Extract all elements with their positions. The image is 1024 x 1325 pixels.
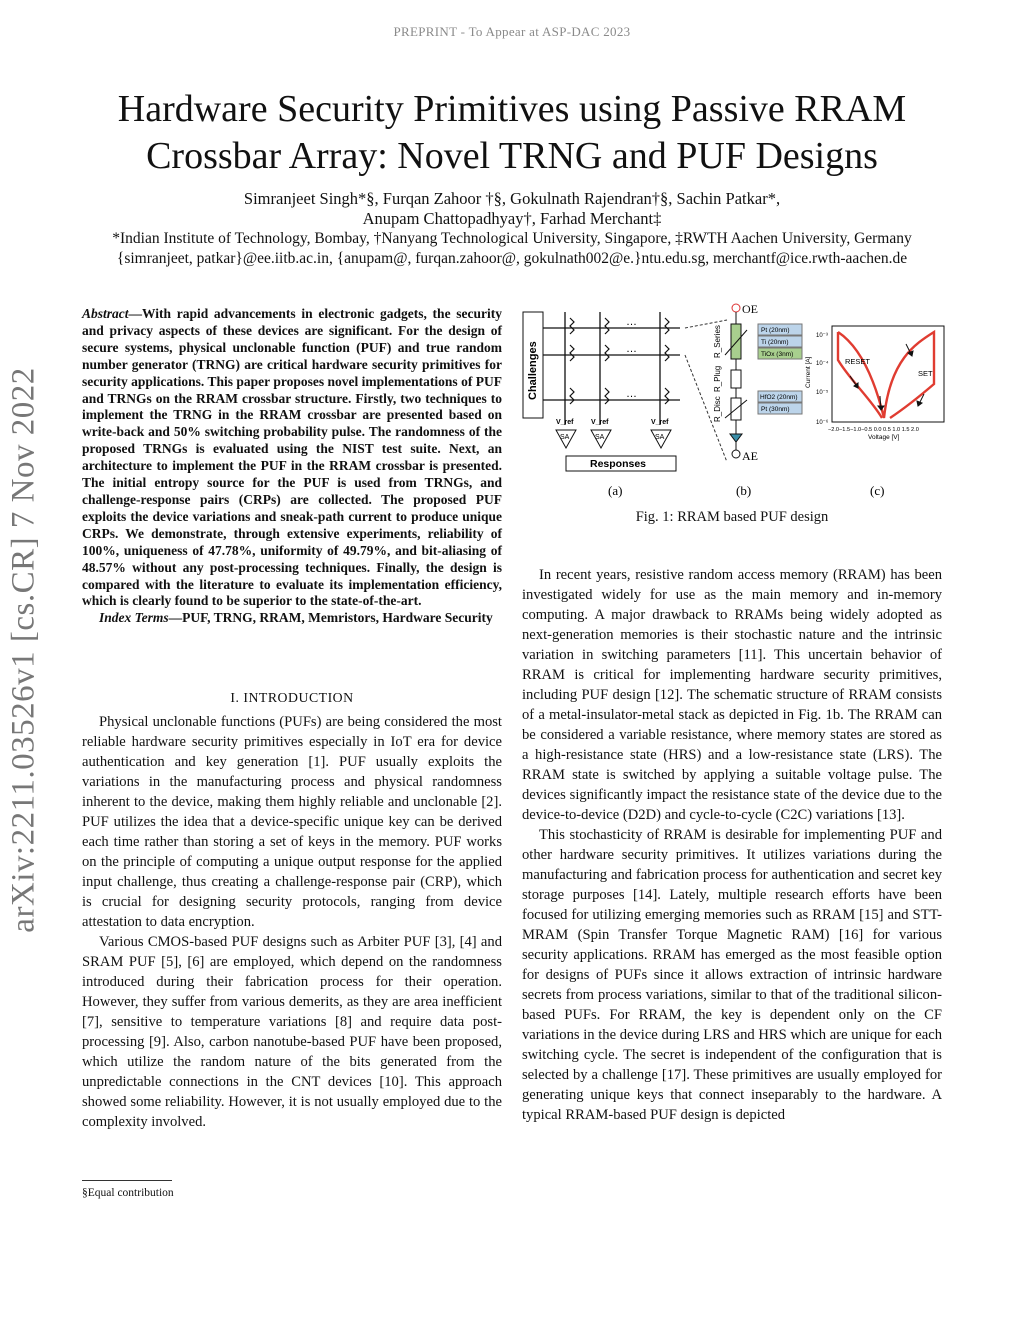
abstract-text: —With rapid advancements in electronic gadgets, the security and privacy aspects of these devices are significant. For the design of secure systems, physical unclonable function (PUF) and true random number generator (TRNG) are critical hardware security primitives for security applications. This paper proposes novel implementations of PUF and TRNGs on the RRAM crossbar structure. Firstly, two techniques to implement the TRNG in the RRAM crossbar are presented based on write-back and 50% switching probability pulse. The randomness of the proposed TRNGs is evaluated using the NIST test suite. Next, an architecture to implement the PUF in the RRAM crossbar is presented. The initial entropy source for the PUF is used from TRNGs, and challenge-response pairs (CRPs) are collected. The proposed PUF exploits the device variations and sneak-path current to produce unique CRPs. We demonstrate, through extensive experiments, reliability of 100%, uniqueness of 47.78%, uniformity of 49.79%, and bit-aliasing of 48.57% without any post-processing techniques. Finally, the design is compared with the literature to evaluate its implementation efficiency, which is clearly found to be superior to the state-of-the-art. [82, 306, 502, 609]
layer-stack [758, 324, 802, 414]
arxiv-identifier: arXiv:2211.03526v1 [cs.CR] 7 Nov 2022 [5, 367, 42, 933]
subfigure-a-label: (a) [608, 483, 623, 498]
paper-title [60, 86, 964, 180]
oe-label: OE [742, 302, 758, 316]
set-label: SET [918, 369, 933, 378]
sense-amplifiers [556, 430, 671, 448]
subfigure-b-label: (b) [736, 483, 752, 498]
r-series-label: R_Series [713, 325, 722, 358]
plot-ytick: 10⁻⁴ [816, 361, 829, 367]
paragraph: In recent years, resistive random access memory (RRAM) has been investigated widely for use as the main memory and in-memory computing. A major drawback to RRAMs being widely adopted as next-generation memories is their stochastic nature and the intrinsic variation in switching parameters [11]. This uncertain behavior of RRAM is critical for implementing hardware security primitives, including PUF design [12]. The schematic structure of RRAM consists of a metal-insulator-metal stack as depicted in Fig. 1b. The RRAM can be considered a variable resistance, where memory states are stored as a high-resistance state (HRS) and a low-resistance state (LRS). The RRAM state is switched by applying a suitable voltage pulse. The devices significantly impact the resistance state of the device due to the device-to-device (D2D) and cycle-to-cycle (C2C) variations [13]. [522, 567, 942, 823]
layer-label: HfO2 (20nm) [760, 394, 798, 401]
oe-terminal [732, 304, 740, 312]
preprint-header: PREPRINT - To Appear at ASP-DAC 2023 [393, 24, 631, 39]
figure-caption: Fig. 1: RRAM based PUF design [635, 509, 829, 525]
layer-label: Ti (20nm) [761, 339, 789, 346]
arxiv-sidebar [0, 350, 54, 950]
crossbar-grid [543, 312, 680, 425]
author-list [60, 189, 964, 229]
layer-label: TiOx (3nm) [761, 351, 794, 358]
ellipsis-top: … [626, 316, 637, 328]
plot-ytick: 10⁻⁵ [816, 390, 829, 396]
sa-label: SA [655, 434, 665, 441]
affiliations [40, 229, 984, 269]
authors-line-1: Simranjeet Singh*§, Furqan Zahoor †§, Gokulnath Rajendran†§, Sachin Patkar*, [243, 189, 781, 208]
title-line-2: Crossbar Array: Novel TRNG and PUF Designs [146, 135, 878, 177]
authors-line-2: Anupam Chattopadhyay†, Farhad Merchant‡ [362, 209, 662, 228]
plot-xticks: −2.0−1.5−1.0−0.5 0.0 0.5 1.0 1.5 2.0 [828, 427, 919, 433]
affiliation-line: *Indian Institute of Technology, Bombay, †Nanyang Technological University, Singapore, ‡RWTH Aachen University, Germany [112, 230, 912, 247]
ae-terminal [732, 450, 740, 458]
abstract-label: Abstract [82, 306, 129, 321]
vref-label: V_ref [651, 419, 669, 426]
plug-resistor [731, 370, 741, 388]
paragraph: Physical unclonable functions (PUFs) are being considered the most reliable hardware security primitives especially in IoT era for device authentication and key generation [1]. PUF usually exploits the variations in the manufacturing process and physical randomness inherent to the device, making them highly reliable and unclonable [2]. PUF utilizes the idea that a device-specific unique key can be derived each time rather than storing a set of keys in the memory. PUF works on the principle of computing a unique output response for the applied input challenge, thus creating a challenge-response pair (CRP), which is crucial for designing security protocols, ranging from device attestation to data encryption. [82, 714, 502, 930]
r-plug-label: R_Plug [713, 365, 722, 392]
ellipsis-bottom: … [626, 388, 637, 400]
challenges-label: Challenges [527, 341, 539, 400]
diode [730, 434, 742, 442]
responses-label: Responses [590, 458, 647, 470]
series-resistor [731, 324, 741, 359]
sa-label: SA [560, 434, 570, 441]
vref-label: V_ref [556, 419, 574, 426]
footnote: §Equal contribution [82, 1187, 174, 1199]
title-line-1: Hardware Security Primitives using Passive RRAM [117, 88, 907, 130]
plot-ylabel: Current [A] [805, 356, 812, 388]
left-body [82, 712, 502, 1132]
index-terms-label: Index Terms [99, 610, 169, 626]
index-terms-text: —PUF, TRNG, RRAM, Memristors, Hardware Security [168, 610, 493, 626]
email-line: {simranjeet, patkar}@ee.iitb.ac.in, {anupam@, furqan.zahoor@, gokulnath002@e.}ntu.edu.sg, merchantf@ice.rwth-aachen.de [116, 250, 908, 267]
abstract [82, 306, 502, 627]
subfigure-c-label: (c) [870, 483, 885, 498]
memristor-cells [570, 318, 669, 404]
paragraph: This stochasticity of RRAM is desirable for implementing PUF and other hardware security primitives. It utilizes variations during the manufacturing and fabrication process for authentication and secret key storage purposes [14]. Lately, multiple research efforts have been focused for utilizing emerging memories such as RRAM [15] and STT-MRAM (Spin Transfer Torque Magnetic RAM) [16] for various security applications. RRAM has emerged as the most feasible option for designs of PUFs since it allows extraction of intrinsic hardware secrets from process variations, similar to that of the traditional silicon-based PUFs. For RRAM, the key is dependent only on the CF variations in the device during LRS and HRS which are unique for each switching cycle. The secret is independent of the configuration that is selected by a challenge [17]. These primitives are usually employed for generating unique keys that connect inseparably to the hardware. A typical RRAM-based PUF design is depicted [522, 827, 942, 1123]
layer-label: Pt (20nm) [761, 327, 790, 334]
plot-ytick: 10⁻⁶ [816, 420, 829, 426]
ae-label: AE [742, 449, 758, 463]
right-body [522, 565, 942, 1125]
r-disc-label: R_Disc [713, 396, 722, 422]
footnote-divider [82, 1180, 172, 1181]
layer-label: Pt (30nm) [761, 406, 790, 413]
sa-label: SA [595, 434, 605, 441]
reset-label: RESET [845, 357, 871, 366]
ellipsis-mid: … [626, 343, 637, 355]
vref-label: V_ref [591, 419, 609, 426]
paragraph: Various CMOS-based PUF designs such as Arbiter PUF [3], [4] and SRAM PUF [5], [6] are employed, which depend on the randomness introduced during their fabrication process for their operation. However, they suffer from various demerits, as they are area inefficient [7], sensitive to temperature variations [8] and require data post-processing [9]. Also, carbon nanotube-based PUF have been proposed, which utilize the random nature of the bits generated from the unpredictable connections in the CNT devices [10]. This approach showed some reliability. However, it is not usually employed due to the complexity involved. [82, 934, 502, 1130]
plot-ytick: 10⁻³ [816, 333, 828, 339]
plot-xlabel: Voltage [V] [868, 434, 900, 441]
section-heading: I. INTRODUCTION [230, 690, 354, 705]
rram-puf-figure [520, 300, 960, 505]
